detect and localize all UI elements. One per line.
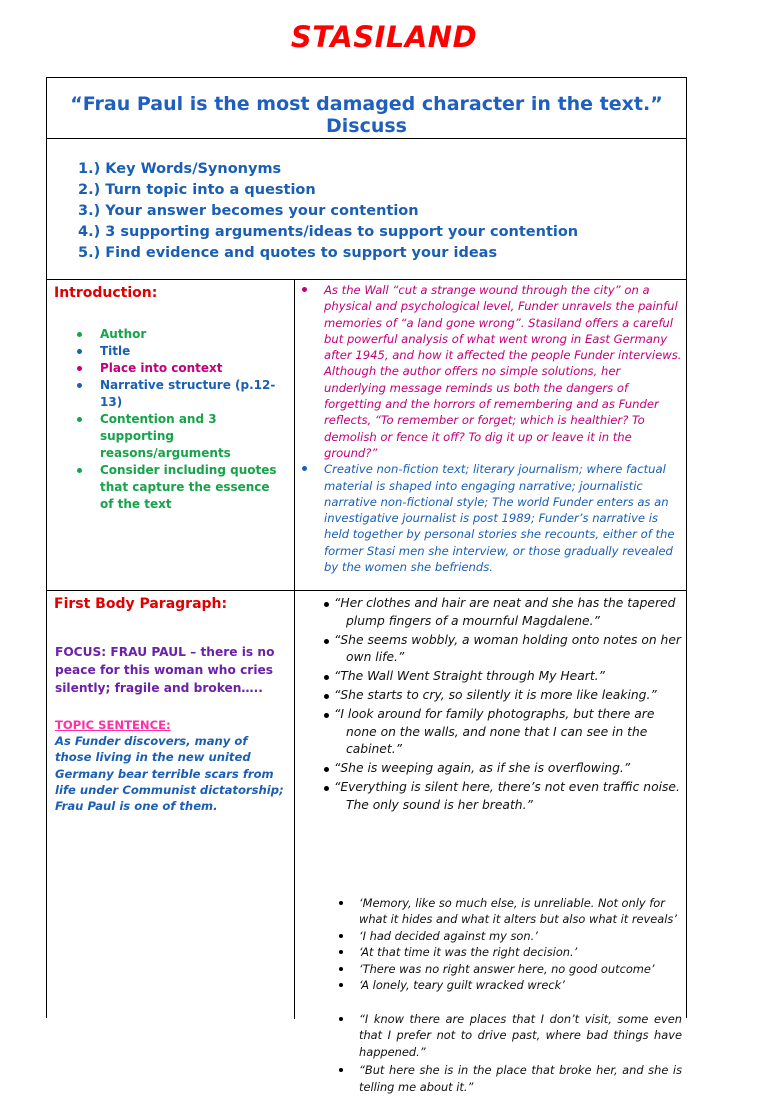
essay-plan-table [46,77,687,1094]
steps-row [47,139,686,280]
intro-point: As the Wall “cut a strange wound through the city” on a physical and psychological level, Funder unravels the painful memories of “a land gone wrong”. Stasiland offers a careful but powerful analysis of what went wrong in East Germany after 1945, and how it affected the people Funder interviews. Although the author offers no simple solutions, her underlying message reminds us both the dangers of forgetting and the horrors of remembering and as Funder reflects, “To remember or forget; which is healthier? To demolish or fence it off? To dig it up or leave it in the ground?” [324,283,682,460]
quote-item: ‘There was no right answer here, no good outcome’ [359,961,682,977]
steps-list [78,159,578,264]
focus-text: FOCUS: FRAU PAUL – there is no peace for this woman who cries silently; fragile and broken….. [55,645,275,695]
first-body-row [47,591,686,1094]
step-item: 5.) Find evidence and quotes to support your ideas [78,245,498,261]
list-item: Title [75,343,285,360]
list-item: Contention and 3 supporting reasons/arguments [75,411,285,462]
quote-item: ‘A lonely, teary guilt wracked wreck’ [359,977,682,993]
quote-list [334,595,682,816]
quote-item: ‘Memory, like so much else, is unreliable. Not only for what it hides and what it alters but also what it reveals’ [359,895,682,928]
quote-item: “But here she is in the place that broke her, and she is telling me about it.” [359,1063,682,1094]
quote-item: “She starts to cry, so silently it is more like leaking.” [334,687,682,705]
list-item: Place into context [75,360,285,377]
list-item: Narrative structure (p.12-13) [75,377,285,411]
document-title: STASILAND [290,20,478,54]
quote-item: ‘I had decided against my son.’ [359,928,682,944]
introduction-points [324,282,682,575]
quote-item: “I look around for family photographs, but there are none on the walls, and none that I can see in the cabinet.” [334,706,682,759]
introduction-row [47,280,686,591]
list-item: Author [75,326,285,343]
topic-sentence-label: TOPIC SENTENCE: [55,718,171,732]
list-item: Consider including quotes that capture the essence of the text [75,462,285,513]
quote-item: “I know there are places that I don’t visit, some even that I prefer not to drive past, where bad things have happened.” [359,1012,682,1059]
first-body-heading: First Body Paragraph: [54,596,228,612]
quote-item: “She seems wobbly, a woman holding onto notes on her own life.” [334,632,682,668]
question-row [47,78,686,139]
topic-sentence-text: As Funder discovers, many of those living in the new united Germany bear terrible scars from life under Communist dictatorship; Frau Paul is one of them. [55,734,284,814]
step-item: 1.) Key Words/Synonyms [78,161,282,177]
essay-question: “Frau Paul is the most damaged character in the text.” Discuss [70,93,663,137]
introduction-heading: Introduction: [54,285,158,301]
quote-item: “Her clothes and hair are neat and she has the tapered plump fingers of a mournful Magdalene.” [334,595,682,631]
quote-item: “Everything is silent here, there’s not even traffic noise. The only sound is her breath.” [334,779,682,815]
quote-list-small [359,895,682,993]
intro-point: Creative non-fiction text; literary journalism; where factual material is shaped into engaging narrative; journalistic narrative non-fictional style; The world Funder enters as an investigative journalist is post 1989; Funder’s narrative is held together by personal stories she recounts, either of the former Stasi men she interview, or those gradually revealed by the women she befriends. [324,461,682,575]
step-item: 4.) 3 supporting arguments/ideas to support your contention [78,224,579,240]
quote-item: “The Wall Went Straight through My Heart.” [334,668,682,686]
column-divider [294,280,295,1019]
quote-item: “She is weeping again, as if she is overflowing.” [334,760,682,778]
introduction-checklist [75,326,285,513]
quote-item: ‘At that time it was the right decision.’ [359,944,682,960]
step-item: 3.) Your answer becomes your contention [78,203,419,219]
step-item: 2.) Turn topic into a question [78,182,316,198]
